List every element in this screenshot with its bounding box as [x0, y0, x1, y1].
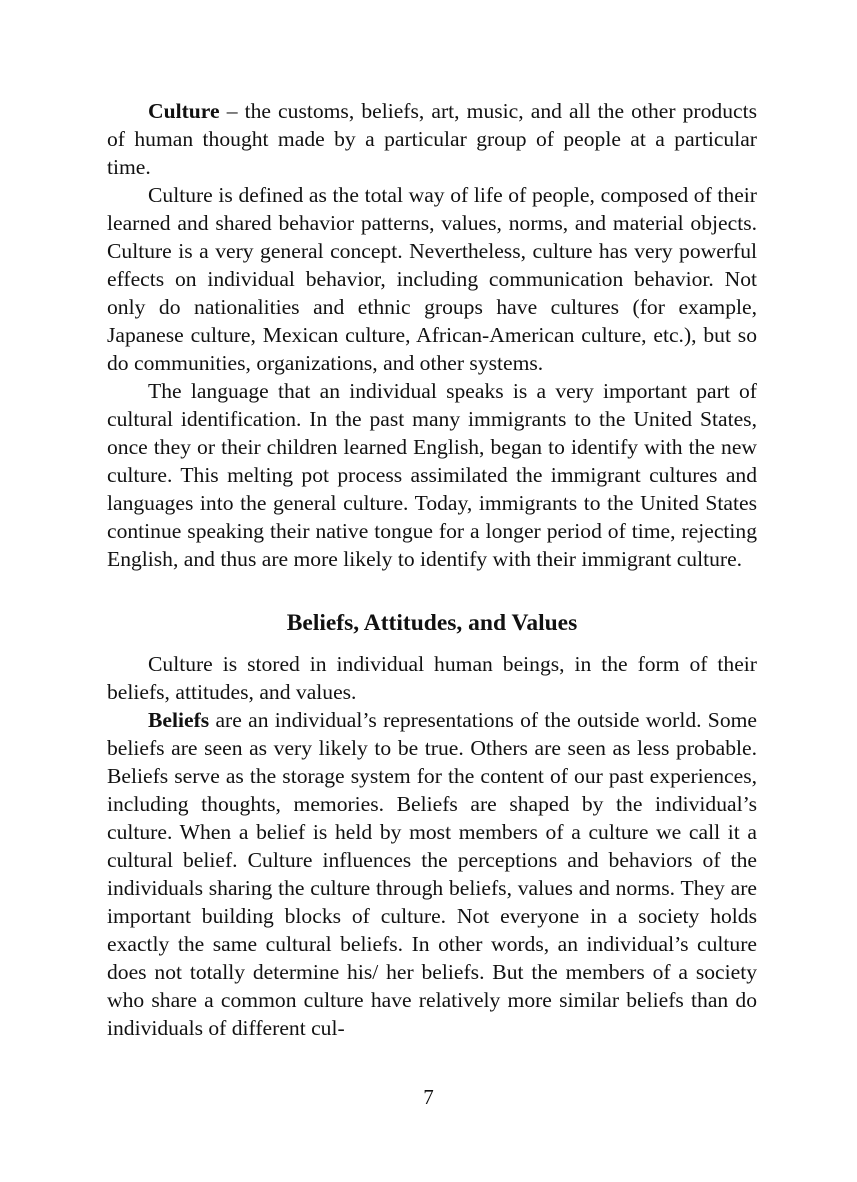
page-number: 7 — [423, 1085, 434, 1109]
culture-definition-text: – the customs, beliefs, art, music, and all the other products of human thought made by a particular group of people at a particular time. — [107, 99, 757, 179]
term-culture: Culture — [148, 99, 220, 123]
paragraph-beliefs — [107, 706, 757, 1042]
beliefs-body-text: are an individual’s representations of the outside world. Some beliefs are seen as very likely to be true. Others are seen as less probable. Beliefs serve as the storage system for the content of our past experiences, including thoughts, memories. Beliefs are shaped by the individual’s culture. When a belief is held by most members of a culture we call it a cultural belief. Culture influences the perceptions and behaviors of the individuals sharing the culture through beliefs, values and norms. They are important building blocks of culture. Not everyone in a society holds exactly the same cultural beliefs. In other words, an individual’s culture does not totally determine his/ her beliefs. But the members of a society who share a common culture have relatively more similar beliefs than do individuals of different cul- — [107, 708, 757, 1040]
page-body — [107, 97, 757, 1042]
section-heading: Beliefs, Attitudes, and Values — [286, 610, 578, 636]
paragraph-culture-way-of-life: Culture is defined as the total way of life of people, composed of their learned and shared behavior patterns, values, norms, and material objects. Culture is a very general concept. Nevertheless, culture has very powerful effects on individual behavior, including communication behavior. Not only do nationalities and ethnic groups have cultures (for example, Japanese culture, Mexican culture, African-American culture, etc.), but so do communities, organizations, and other systems. — [107, 183, 757, 375]
paragraph-culture-stored: Culture is stored in individual human beings, in the form of their beliefs, attitudes, and values. — [107, 652, 757, 704]
paragraph-culture-definition — [107, 97, 757, 181]
term-beliefs: Beliefs — [148, 708, 210, 732]
paragraph-language: The language that an individual speaks is a very important part of cultural identification. In the past many immigrants to the United States, once they or their children learned English, began to identify with the new culture. This melting pot process assimilated the immigrant cultures and languages into the general culture. Today, immigrants to the United States continue speaking their native tongue for a longer period of time, rejecting English, and thus are more likely to identify with their immigrant culture. — [107, 379, 757, 571]
